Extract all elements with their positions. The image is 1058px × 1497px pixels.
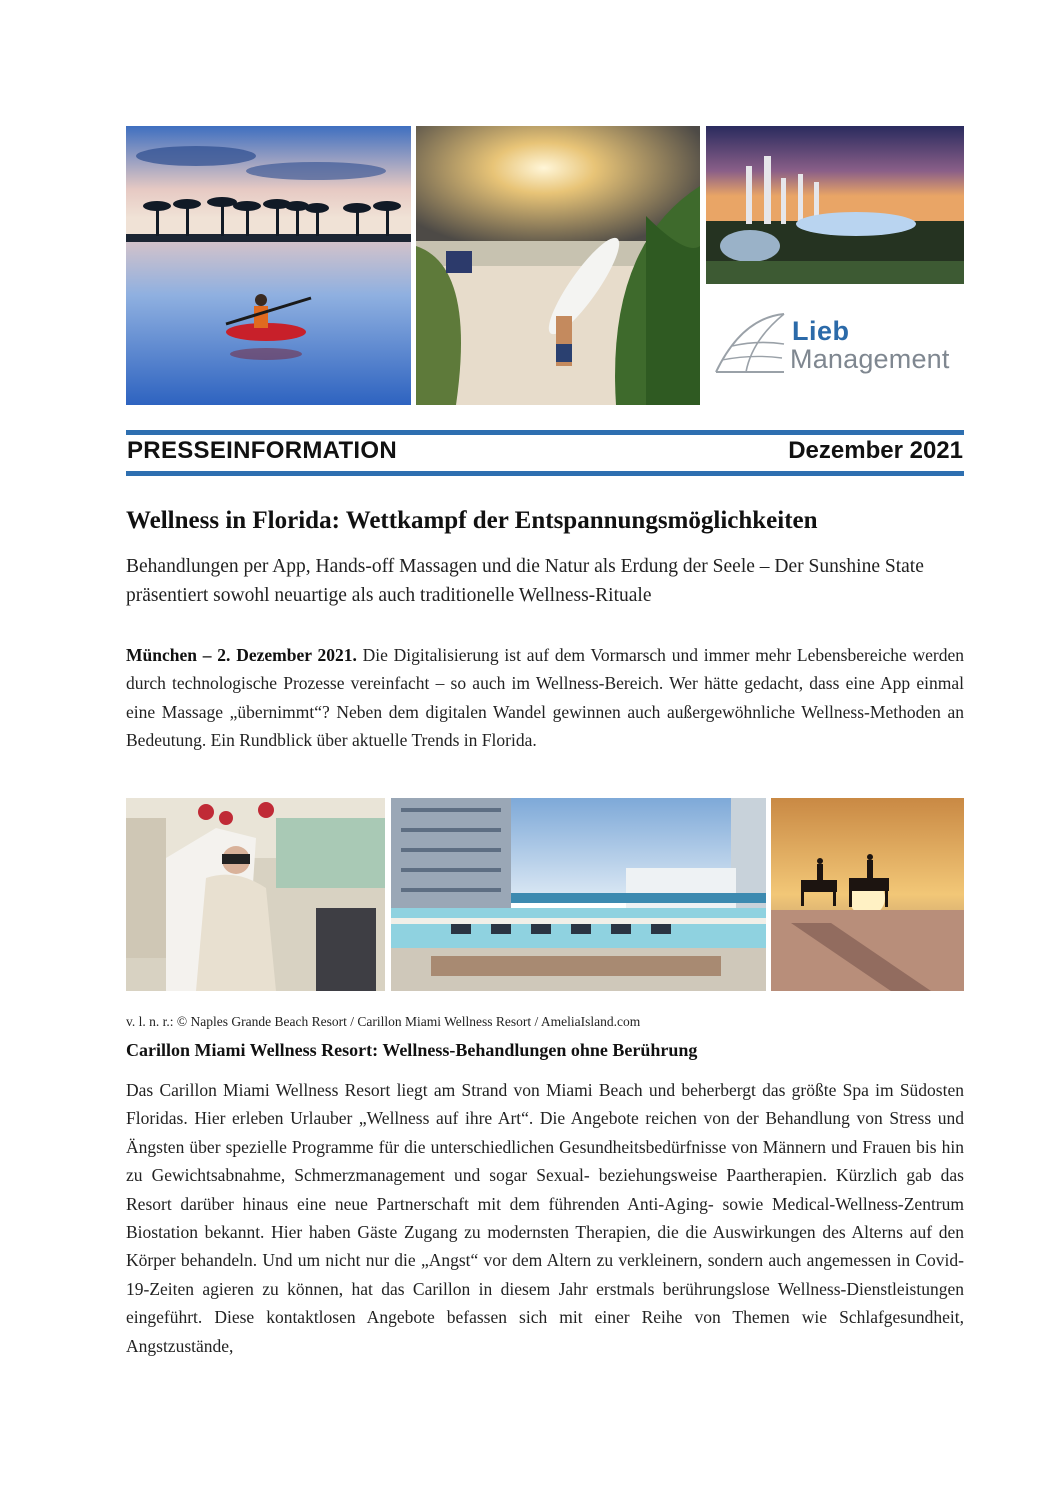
photo-surfer-beach bbox=[416, 126, 700, 405]
photo-caption: v. l. n. r.: © Naples Grande Beach Resort / Carillon Miami Wellness Resort / AmeliaIsland.com bbox=[126, 1014, 641, 1029]
press-information-label: PRESSEINFORMATION bbox=[127, 437, 398, 464]
header-rule-bottom bbox=[126, 471, 964, 476]
lieb-management-logo bbox=[712, 306, 962, 386]
logo-text-lieb: Lieb bbox=[792, 316, 850, 346]
article-title: Wellness in Florida: Wettkampf der Entspannungsmöglichkeiten bbox=[126, 507, 818, 534]
header-rule-top bbox=[126, 430, 964, 435]
logo-text-management: Management bbox=[790, 344, 950, 374]
photo-kennedy-space-center bbox=[706, 126, 964, 284]
issue-date: Dezember 2021 bbox=[788, 437, 963, 464]
photo-spa-woman-headset bbox=[126, 798, 385, 991]
intro-text: Die Digitalisierung ist auf dem Vormarsch und immer mehr Lebensbereiche werden durch technologische Prozesse vereinfacht – so auch im Wellness-Bereich. Wer hätte gedacht, dass eine App einmal eine Massage „übernimmt“? Neben dem digitalen Wandel gewinnen auch außergewöhnliche Wellness-Methoden an Bedeutung. Ein Rundblick über aktuelle Trends in Florida. bbox=[126, 645, 965, 751]
article-subtitle: Behandlungen per App, Hands-off Massagen und die Natur als Erdung der Seele – Der Sunshine State präsentiert sowohl neuartige als auch traditionelle Wellness-Rituale bbox=[126, 556, 924, 606]
section-body-paragraph: Das Carillon Miami Wellness Resort liegt am Strand von Miami Beach und beherbergt das größte Spa im Südosten Floridas. Hier erleben Urlauber „Wellness auf ihre Art“. Die Angebote reichen von der Behandlung von Stress und Ängsten über spezielle Programme für die unterschiedlichen Gesundheitsbedürfnisse von Männern und Frauen bis hin zu Gewichtsabnahme, Schmerzmanagement und sogar Sexual- beziehungsweise Paartherapien. Kürzlich gab das Resort darüber hinaus eine neue Partnerschaft mit dem führenden Anti-Aging- sowie Medical-Wellness-Zentrum Biostation bekannt. Hier haben Gäste Zugang zu modernsten Therapien, die die Auswirkungen des Alterns auf den Körper behandeln. Und um nicht nur die „Angst“ vor dem Altern zu verkleinern, sondern auch angemessen in Covid-19-Zeiten agieren zu können, hat das Carillon in diesem Jahr erstmals berührungslose Wellness-Dienstleistungen eingeführt. Diese kontaktlosen Angebote befassen sich mit einer Reihe von Themen wie Schlafgesundheit, Angstzustände, bbox=[126, 1080, 964, 1356]
intro-paragraph bbox=[126, 641, 964, 755]
photo-kayak-palms bbox=[126, 126, 411, 405]
globe-logo-icon bbox=[712, 310, 786, 376]
photo-carillon-pool bbox=[391, 798, 766, 991]
photo-horseback-beach-sunset bbox=[771, 798, 964, 991]
section-heading: Carillon Miami Wellness Resort: Wellness-Behandlungen ohne Berührung bbox=[126, 1040, 698, 1060]
dateline: München – 2. Dezember 2021. bbox=[126, 645, 357, 665]
